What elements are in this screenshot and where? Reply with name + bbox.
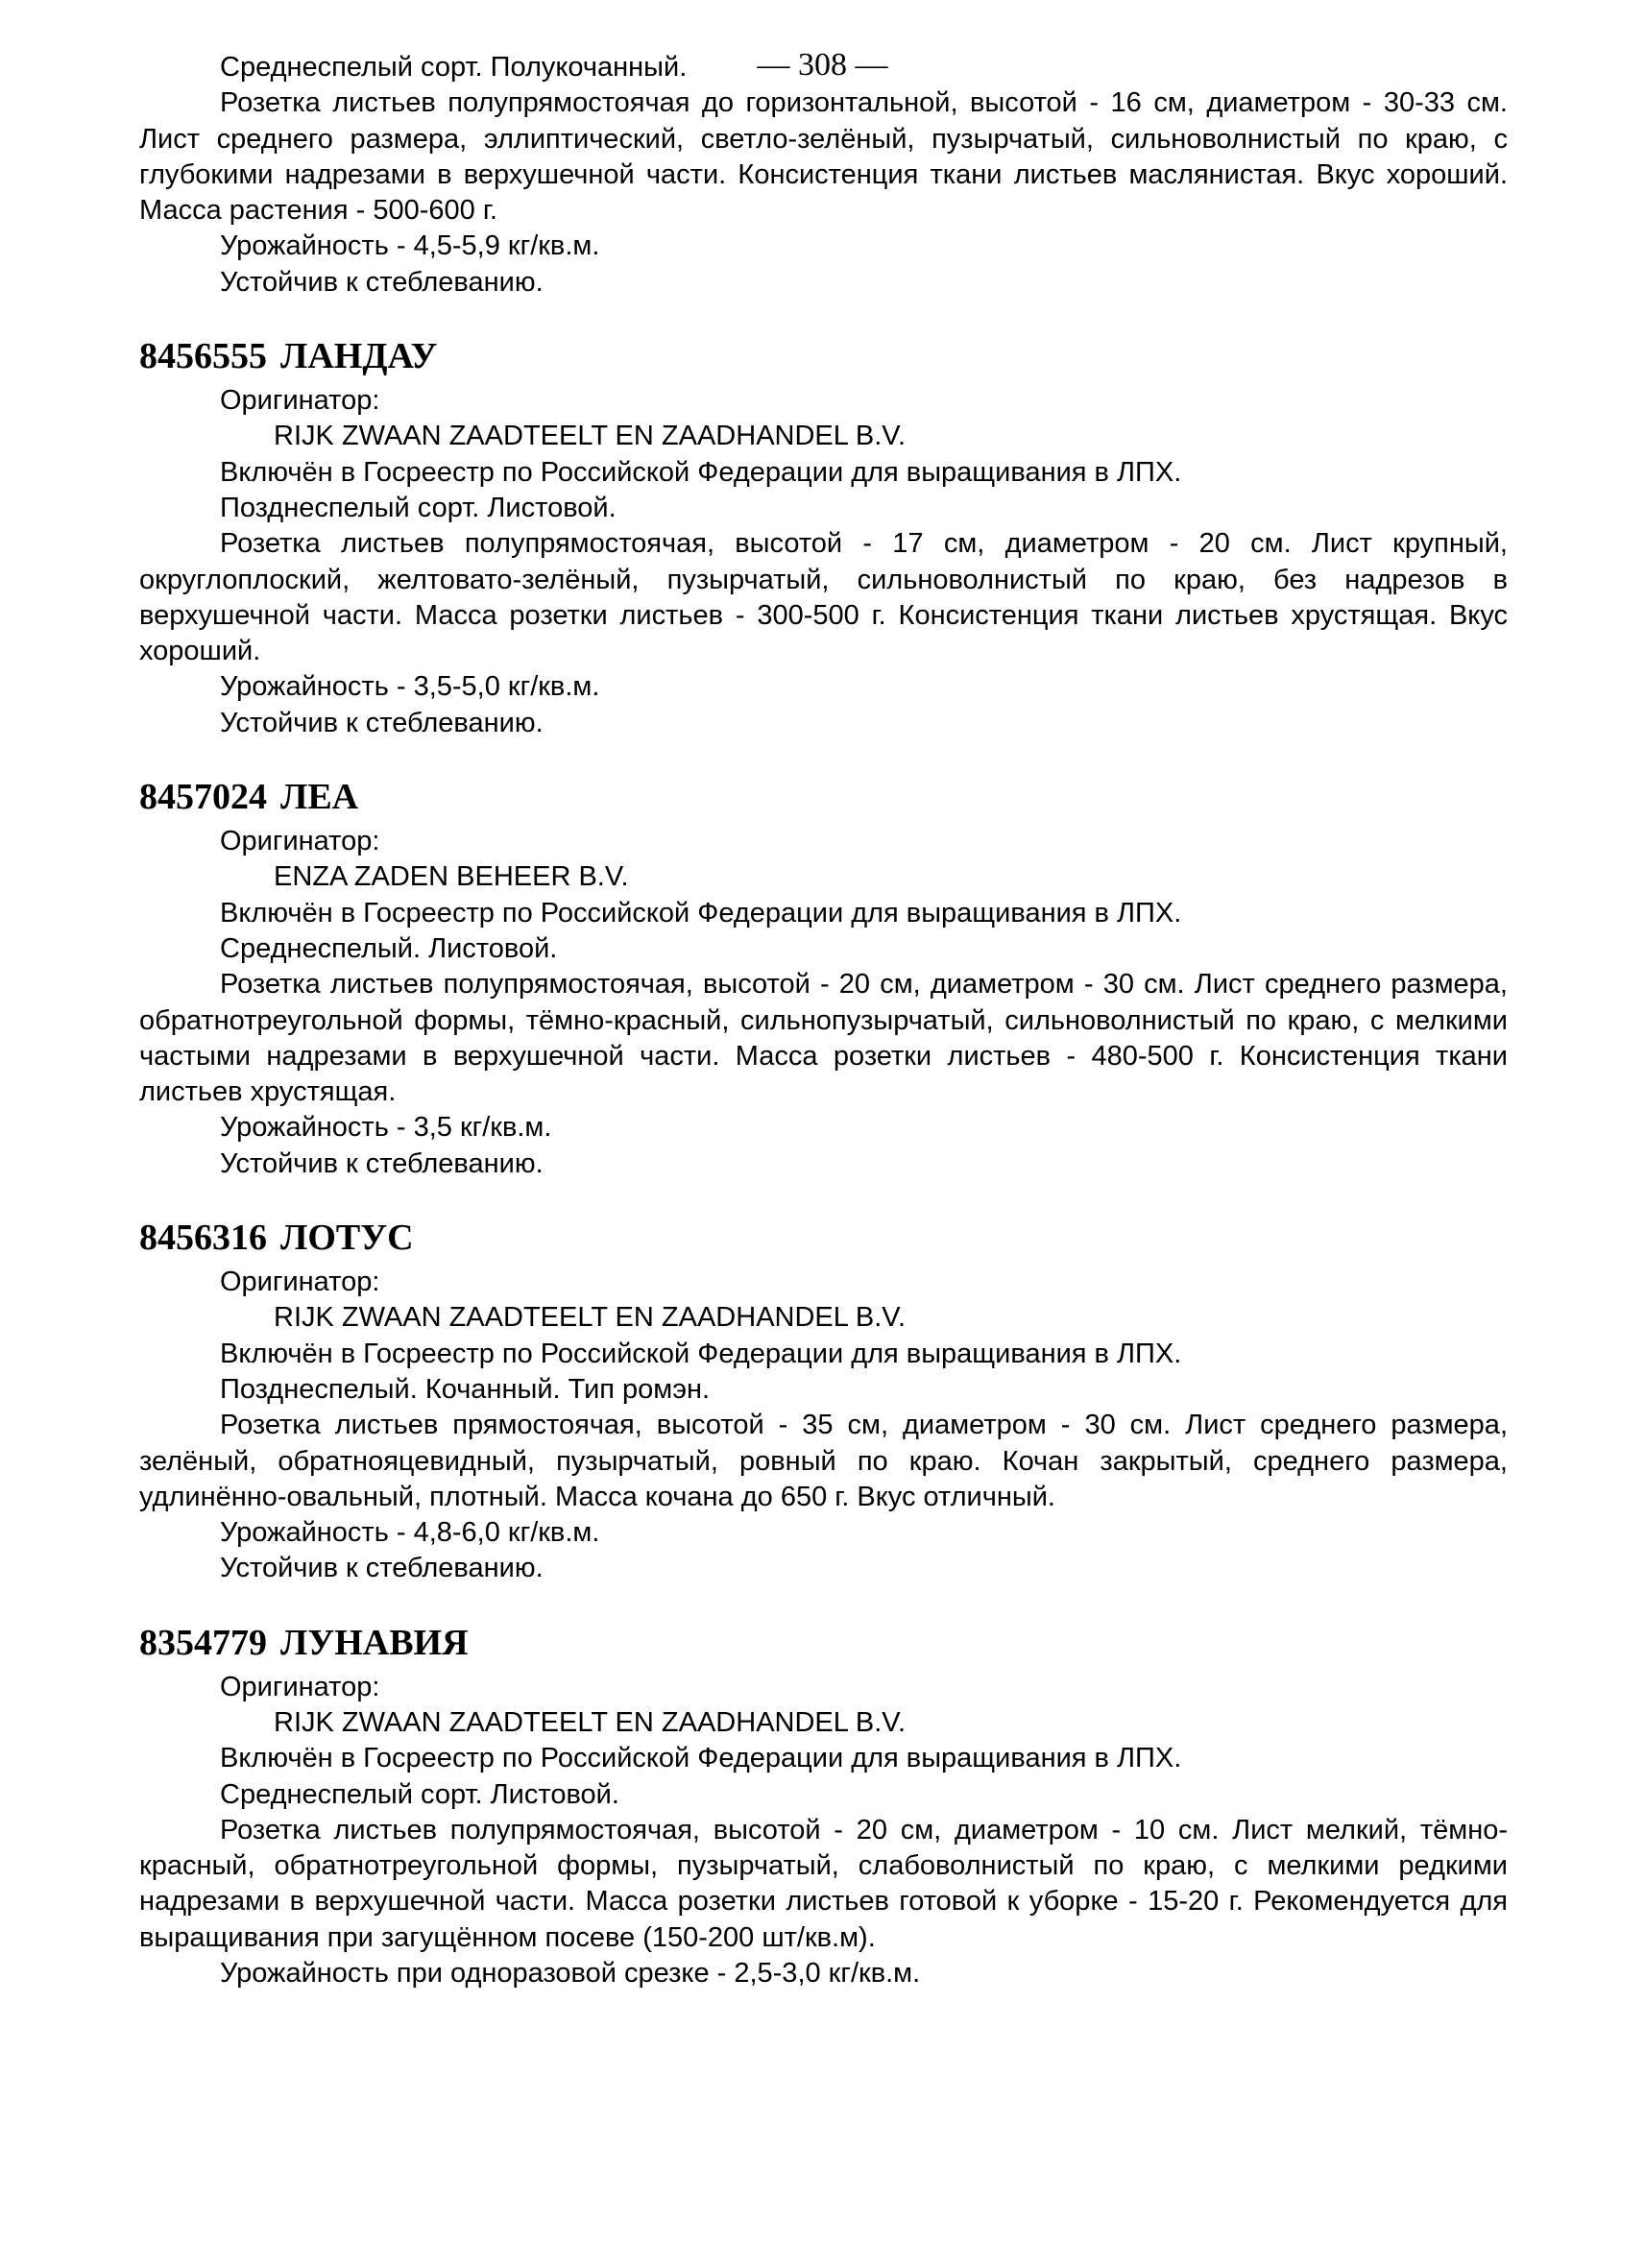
originator-label: Оригинатор: — [220, 385, 380, 417]
document-page — [139, 50, 1508, 1991]
originator-name: RIJK ZWAAN ZAADTEELT EN ZAADHANDEL B.V. — [274, 1302, 907, 1334]
yield-line: Урожайность - 3,5-5,0 кг/кв.м. — [220, 671, 600, 703]
registry-line: Включён в Госреестр по Российской Федерации для выращивания в ЛПХ. — [220, 897, 1182, 929]
entry-name: ЛЕА — [280, 777, 359, 818]
maturity-line: Среднеспелый сорт. Листовой. — [220, 1778, 619, 1810]
resistance-line: Устойчив к стеблеванию. — [220, 1553, 544, 1584]
entry-code: 8456555 — [139, 336, 267, 377]
yield-line: Урожайность - 3,5 кг/кв.м. — [220, 1112, 552, 1144]
variety-entry-lunavia — [139, 1622, 1508, 1992]
resistance-line: Устойчив к стеблеванию. — [220, 1147, 544, 1179]
maturity-line: Среднеспелый сорт. Полукочанный. — [220, 52, 688, 83]
variety-entry-lotus — [139, 1217, 1508, 1587]
maturity-line: Среднеспелый. Листовой. — [220, 932, 558, 964]
yield-line: Урожайность - 4,5-5,9 кг/кв.м. — [220, 230, 600, 262]
originator-label: Оригинатор: — [220, 1671, 380, 1702]
description-paragraph: Розетка листьев полупрямостоячая до горизонтальной, высотой - 16 см, диаметром - 30-33 см. Лист среднего размера, эллиптический, светло-зелёный, пузырчатый, сильноволнистый по краю, с глубокими надрезами в верхушечной части. Консистенция ткани листьев маслянистая. Вкус хороший. Масса растения - 500-600 г. — [139, 87, 1508, 227]
entry-name: ЛОТУС — [280, 1218, 414, 1259]
entry-name: ЛУНАВИЯ — [280, 1622, 469, 1663]
variety-entry-lea — [139, 776, 1508, 1182]
entry-heading — [139, 335, 1508, 377]
resistance-line: Устойчив к стеблеванию. — [220, 707, 544, 738]
variety-entry-landau — [139, 335, 1508, 741]
originator-name: RIJK ZWAAN ZAADTEELT EN ZAADHANDEL B.V. — [274, 1706, 907, 1738]
yield-line: Урожайность - 4,8-6,0 кг/кв.м. — [220, 1517, 600, 1549]
entry-name: ЛАНДАУ — [280, 336, 438, 377]
continuation-entry — [139, 50, 1508, 301]
entry-heading — [139, 1622, 1508, 1664]
registry-line: Включён в Госреестр по Российской Федерации для выращивания в ЛПХ. — [220, 456, 1182, 488]
maturity-line: Позднеспелый сорт. Листовой. — [220, 492, 617, 523]
registry-line: Включён в Госреестр по Российской Федерации для выращивания в ЛПХ. — [220, 1338, 1182, 1369]
entry-heading — [139, 776, 1508, 818]
yield-line: Урожайность при одноразовой срезке - 2,5-3,0 кг/кв.м. — [220, 1958, 921, 1990]
resistance-line: Устойчив к стеблеванию. — [220, 266, 544, 298]
description-paragraph: Розетка листьев полупрямостоячая, высотой - 17 см, диаметром - 20 см. Лист крупный, округлоплоский, желтовато-зелёный, пузырчатый, сильноволнистый по краю, без надрезов в верхушечной части. Масса розетки листьев - 300-500 г. Консистенция ткани листьев хрустящая. Вкус хороший. — [139, 528, 1508, 667]
originator-name: RIJK ZWAAN ZAADTEELT EN ZAADHANDEL B.V. — [274, 421, 907, 452]
originator-label: Оригинатор: — [220, 826, 380, 857]
maturity-line: Позднеспелый. Кочанный. Тип ромэн. — [220, 1373, 711, 1405]
originator-name: ENZA ZADEN BEHEER B.V. — [274, 861, 629, 893]
entry-code: 8354779 — [139, 1622, 267, 1663]
entry-code: 8456316 — [139, 1218, 267, 1259]
entry-code: 8457024 — [139, 777, 267, 818]
description-paragraph: Розетка листьев прямостоячая, высотой - 35 см, диаметром - 30 см. Лист среднего размера, зелёный, обратнояцевидный, пузырчатый, ровный по краю. Кочан закрытый, среднего размера, удлинённо-овальный, плотный. Масса кочана до 650 г. Вкус отличный. — [139, 1410, 1508, 1512]
registry-line: Включён в Госреестр по Российской Федерации для выращивания в ЛПХ. — [220, 1743, 1182, 1774]
originator-label: Оригинатор: — [220, 1267, 380, 1298]
description-paragraph: Розетка листьев полупрямостоячая, высотой - 20 см, диаметром - 10 см. Лист мелкий, тёмно-красный, обратнотреугольной формы, пузырчатый, слабоволнистый по краю, с мелкими редкими надрезами в верхушечной части. Масса розетки листьев готовой к уборке - 15-20 г. Рекомендуется для выращивания при загущённом посеве (150-200 шт/кв.м). — [139, 1814, 1508, 1953]
description-paragraph: Розетка листьев полупрямостоячая, высотой - 20 см, диаметром - 30 см. Лист среднего размера, обратнотреугольной формы, тёмно-красный, сильнопузырчатый, сильноволнистый по краю, с мелкими частыми надрезами в верхушечной части. Масса розетки листьев - 480-500 г. Консистенция ткани листьев хрустящая. — [139, 969, 1508, 1108]
page-number: — 308 — — [757, 47, 888, 83]
entry-heading — [139, 1217, 1508, 1259]
